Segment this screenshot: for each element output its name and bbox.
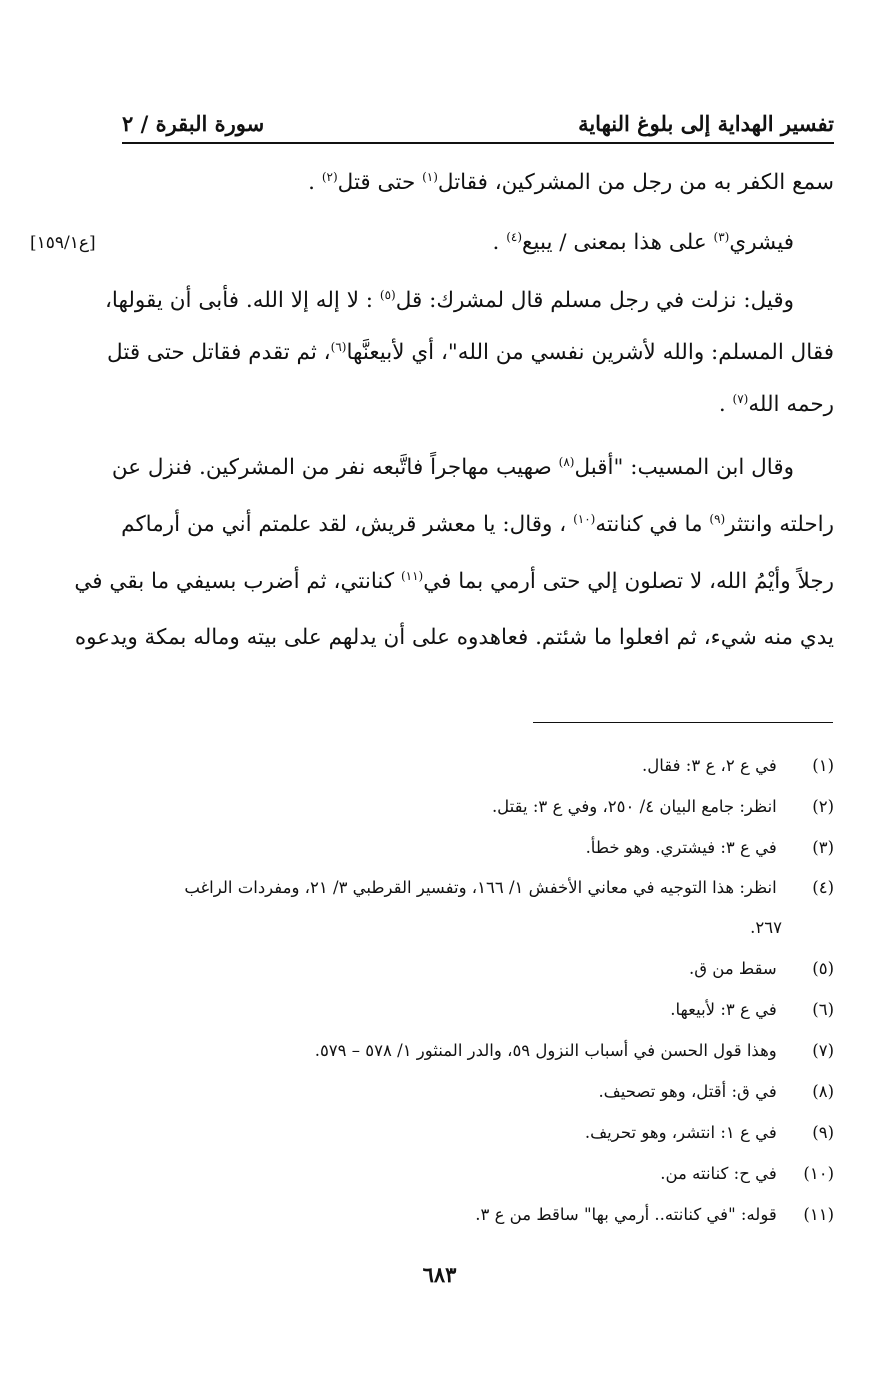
footnote-text: انظر: هذا التوجيه في معاني الأخفش ١/ ١٦٦، وتفسير القرطبي ٣/ ٢١، ومفردات الراغب <box>184 878 777 897</box>
footnote-reference: (٣) <box>713 229 730 244</box>
footnote <box>122 797 834 816</box>
footnote-reference: (٧) <box>732 391 749 406</box>
body-text: صهيب مهاجراً فاتَّبعه نفر من المشركين. فنزل عن <box>111 455 559 480</box>
footnote-number: (٤) <box>812 878 834 897</box>
header-divider <box>122 142 834 144</box>
footnote-reference: (٤) <box>506 229 523 244</box>
body-text: . <box>492 230 507 255</box>
footnote <box>122 756 834 775</box>
footnote-text: وهذا قول الحسن في أسباب النزول ٥٩، والدر المنثور ١/ ٥٧٨ – ٥٧٩. <box>314 1041 777 1060</box>
body-text: : لا إله إلا الله. فأبى أن يقولها، <box>104 288 380 313</box>
footnote-reference: (٥) <box>379 287 396 302</box>
body-text: فيشري <box>729 230 794 255</box>
body-line <box>111 454 834 480</box>
footnote <box>122 959 834 978</box>
footnote <box>122 1082 834 1101</box>
body-text: ما في كنانته <box>595 512 710 537</box>
footnote <box>122 878 834 897</box>
footnote-number: (٧) <box>812 1041 834 1060</box>
body-text: . <box>718 392 733 417</box>
footnote-divider <box>533 722 833 723</box>
footnote <box>122 1164 834 1183</box>
footnote-text: في ع ٣: فيشتري. وهو خطأ. <box>585 838 777 857</box>
body-line <box>104 287 834 313</box>
footnote-text: انظر: جامع البيان ٤/ ٢٥٠، وفي ع ٣: يقتل. <box>491 797 777 816</box>
footnote-reference: (١) <box>422 169 438 184</box>
footnote-reference: (٢) <box>321 169 338 184</box>
footnote-text: في ق: أقتل، وهو تصحيف. <box>598 1082 777 1101</box>
footnote-text: في ح: كنانته من. <box>660 1164 777 1183</box>
footnote <box>122 1205 834 1224</box>
footnote-number: (٢) <box>812 797 834 816</box>
body-text: رحمه الله <box>748 392 834 417</box>
page-number: ٦٨٣ <box>422 1262 457 1287</box>
footnote-reference: (٩) <box>709 511 726 526</box>
footnote <box>122 1041 834 1060</box>
body-text: رجلاً وأيْمُ الله، لا تصلون إلي حتى أرمي بما في <box>423 569 834 594</box>
footnote-number: (٩) <box>812 1123 834 1142</box>
body-text: ، ثم تقدم فقاتل حتى قتل <box>107 340 331 365</box>
surah-title: سورة البقرة / ٢ <box>122 111 265 136</box>
body-text: يدي منه شيء، ثم افعلوا ما شئتم. فعاهدوه على أن يدلهم على بيته وماله بمكة ويدعوه <box>74 625 834 650</box>
footnote-number: (١١) <box>803 1205 834 1224</box>
footnote <box>122 1000 834 1019</box>
running-header <box>122 96 834 136</box>
body-line <box>122 170 834 195</box>
footnote <box>122 838 834 857</box>
body-text: وقيل: نزلت في رجل مسلم قال لمشرك: قل <box>395 288 794 313</box>
footnote-text: سقط من ق. <box>688 959 777 978</box>
body-text: كنانتي، ثم أضرب بسيفي ما بقي في <box>74 569 401 594</box>
footnote <box>122 1123 834 1142</box>
body-text: راحلته وانتثر <box>725 512 834 537</box>
body-line <box>122 512 834 537</box>
body-line <box>74 568 834 594</box>
footnote-text: في ع ١: انتشر، وهو تحريف. <box>584 1123 777 1142</box>
book-title: تفسير الهداية إلى بلوغ النهاية <box>578 111 834 136</box>
manuscript-folio-note: [ع١٥٩/١] <box>30 233 96 253</box>
footnote-reference: (٦) <box>330 339 347 354</box>
footnote-number: (٦) <box>812 1000 834 1019</box>
body-line <box>122 230 834 255</box>
footnote-number: (٣) <box>812 838 834 857</box>
body-text: فقال المسلم: والله لأشرين نفسي من الله"، أي لأبيعنَّها <box>346 340 834 365</box>
body-text: على هذا بمعنى / يبيع <box>522 230 714 255</box>
footnote-number: (٥) <box>812 959 834 978</box>
footnote-reference: (١٠) <box>573 511 596 526</box>
body-text: ، وقال: يا معشر قريش، لقد علمتم أني من أرماكم <box>121 512 574 537</box>
body-line <box>107 339 834 365</box>
footnote-number: (٨) <box>812 1082 834 1101</box>
body-text: حتى قتل <box>337 170 423 195</box>
body-line <box>74 625 834 650</box>
footnote-text: قوله: "في كنانته.. أرمي بها" ساقط من ع ٣. <box>475 1205 777 1224</box>
footnote-reference: (٨) <box>558 454 575 469</box>
footnote-reference: (١١) <box>400 568 424 583</box>
body-text: . <box>308 170 322 195</box>
body-text: وقال ابن المسيب: "أقبل <box>574 455 794 480</box>
footnote-text: في ع ٢، ع ٣: فقال. <box>642 756 777 775</box>
footnote-number: (١٠) <box>803 1164 834 1183</box>
footnote-number: (١) <box>812 756 834 775</box>
footnote-continuation: ٢٦٧. <box>750 918 782 937</box>
footnote-text: في ع ٣: لأبيعها. <box>670 1000 777 1019</box>
body-text: سمع الكفر به من رجل من المشركين، فقاتل <box>437 170 834 195</box>
body-line <box>122 392 834 417</box>
